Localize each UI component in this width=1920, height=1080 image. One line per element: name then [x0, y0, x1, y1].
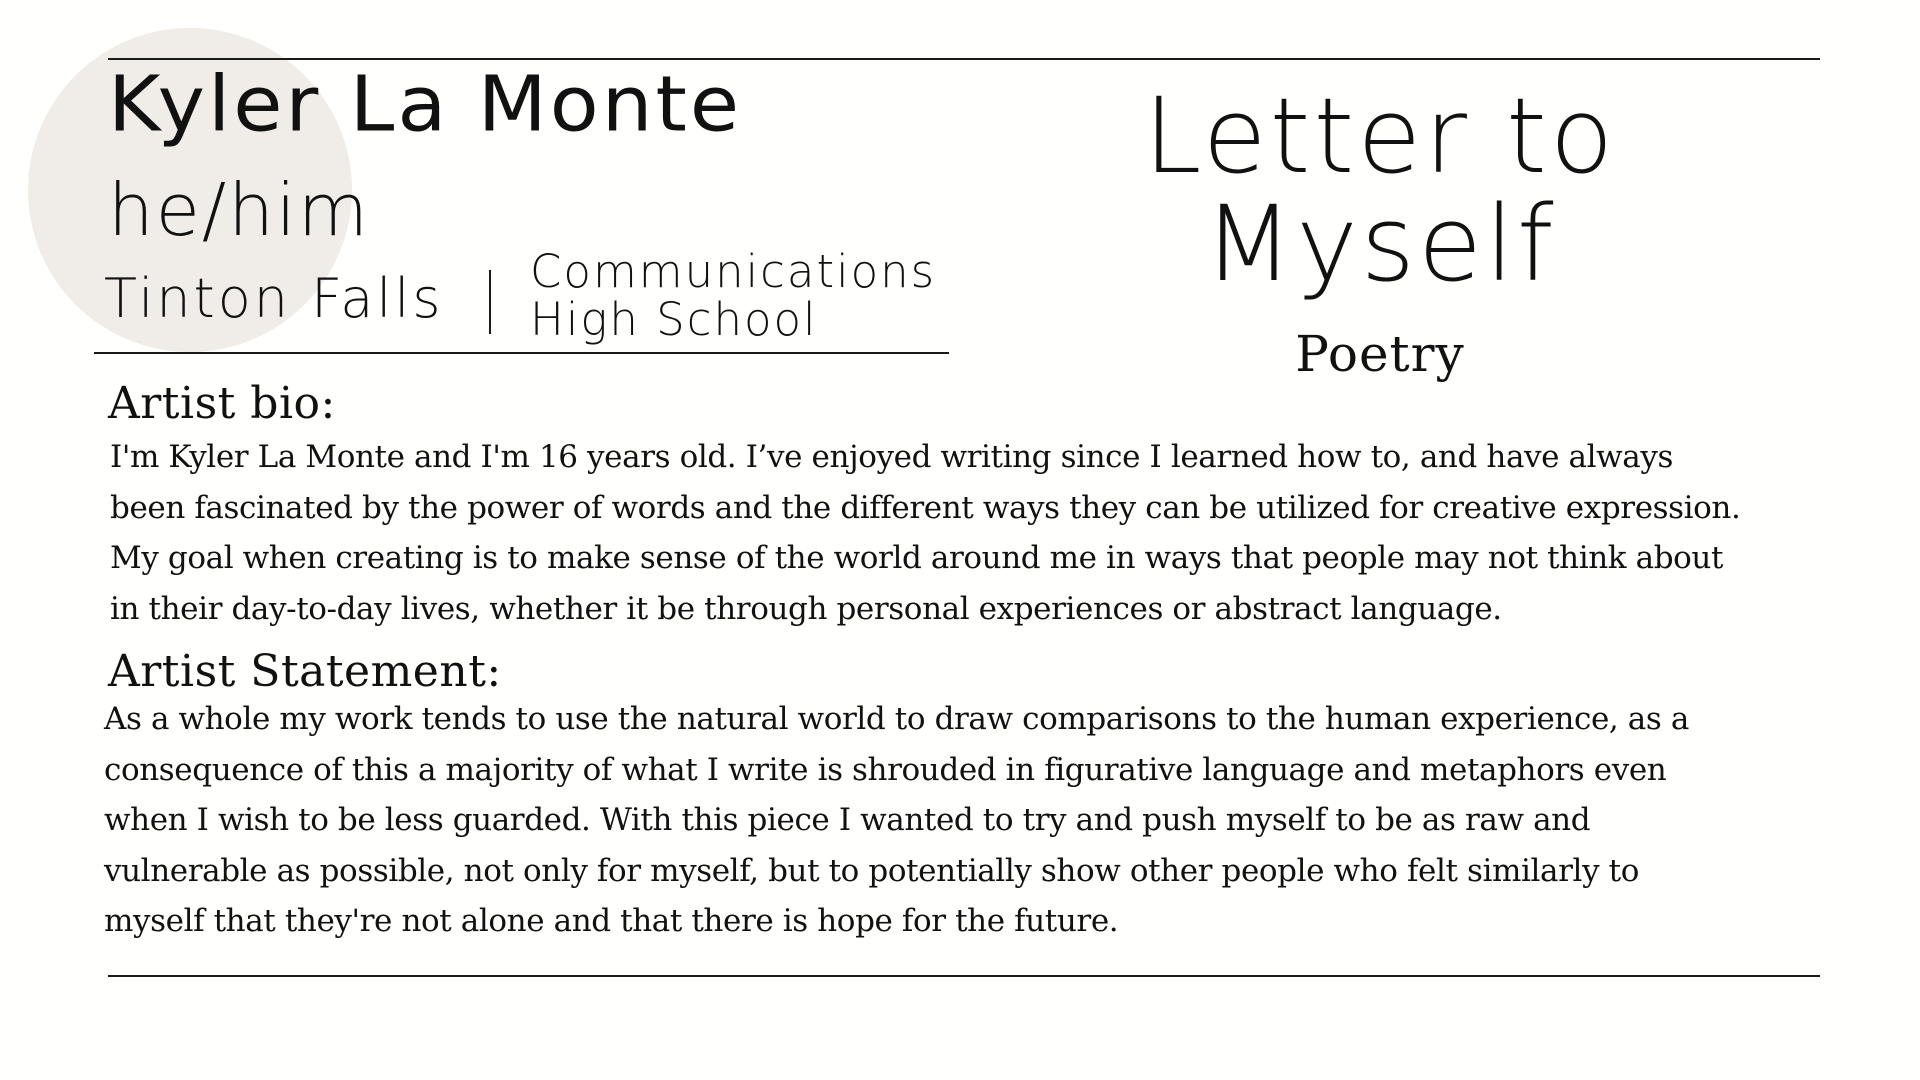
bio-line: I'm Kyler La Monte and I'm 16 years old. I’ve enjoyed writing since I learned how to, and have always — [110, 439, 1673, 475]
artist-bio-heading: Artist bio: — [108, 378, 336, 429]
artist-bio-text — [110, 432, 1740, 634]
artist-town: Tinton Falls — [104, 267, 444, 330]
work-title-line-2: Myself — [1203, 183, 1557, 305]
statement-line: myself that they're not alone and that there is hope for the future. — [104, 903, 1119, 939]
bio-line: in their day-to-day lives, whether it be through personal experiences or abstract language. — [110, 590, 1502, 627]
bio-line: My goal when creating is to make sense of the world around me in ways that people may not think about — [110, 540, 1724, 576]
bottom-divider-line — [108, 975, 1820, 977]
work-genre: Poetry — [1295, 325, 1465, 383]
statement-line: As a whole my work tends to use the natural world to draw comparisons to the human experience, as a — [104, 701, 1689, 737]
header-divider-line — [94, 352, 949, 354]
school-line-2: High School — [530, 293, 818, 346]
artist-statement-heading: Artist Statement: — [108, 646, 502, 697]
vertical-separator — [489, 270, 491, 334]
work-title-line-1: Letter to — [1143, 75, 1617, 197]
artist-school — [530, 245, 937, 346]
statement-line: vulnerable as possible, not only for myself, but to potentially show other people who felt similarly to — [104, 852, 1639, 889]
school-line-1: Communications — [530, 245, 937, 298]
statement-line: when I wish to be less guarded. With this piece I wanted to try and push myself to be as raw and — [104, 802, 1591, 838]
bio-line: been fascinated by the power of words and the different ways they can be utilized for creative expression. — [110, 489, 1741, 526]
artist-pronouns: he/him — [108, 168, 370, 252]
work-title — [1060, 75, 1700, 305]
artist-statement-text — [104, 694, 1689, 947]
statement-line: consequence of this a majority of what I write is shrouded in figurative language and metaphors even — [104, 751, 1667, 788]
artist-name: Kyler La Monte — [108, 59, 743, 149]
